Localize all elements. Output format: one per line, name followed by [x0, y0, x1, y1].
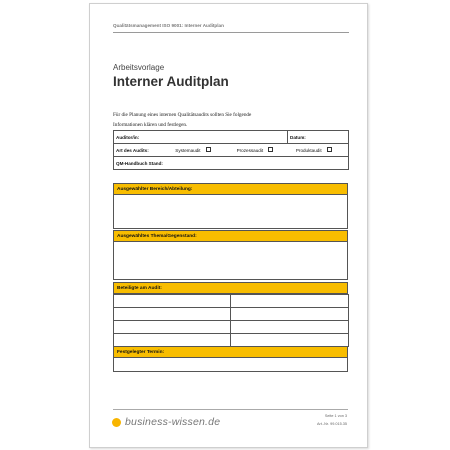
option-prozessaudit[interactable] [237, 147, 295, 153]
article-number: Art.-Nr. 99.015.35 [317, 422, 347, 426]
running-header: Qualitätsmanagement ISO 9001: Interner Auditplan [113, 23, 224, 28]
participants-table [113, 294, 349, 347]
participant-cell[interactable] [231, 334, 349, 347]
participant-cell[interactable] [231, 308, 349, 321]
participant-cell[interactable] [114, 295, 231, 308]
participant-cell[interactable] [114, 334, 231, 347]
page-number: Seite 1 von 3 [324, 414, 347, 418]
participant-cell[interactable] [231, 321, 349, 334]
participant-cell[interactable] [231, 295, 349, 308]
section-topic-field[interactable] [113, 242, 348, 280]
footer-rule [113, 409, 348, 410]
section-date-header: Festgelegter Termin: [113, 346, 348, 358]
handbook-field[interactable]: QM-Handbuch Stand: [114, 157, 349, 170]
section-date-field[interactable] [113, 358, 348, 372]
document-subtitle: Arbeitsvorlage [113, 63, 165, 72]
checkbox-systemaudit[interactable] [206, 147, 211, 152]
header-rule [113, 32, 349, 33]
section-area-header: Ausgewählter Bereich/Abteilung: [113, 183, 348, 195]
document-page [89, 3, 368, 448]
intro-text [113, 110, 303, 130]
document-title: Interner Auditplan [113, 74, 229, 89]
audit-type-row [114, 144, 349, 157]
option-prozessaudit-label: Prozessaudit [236, 147, 264, 153]
section-topic-header: Ausgewähltes Thema/Gegenstand: [113, 230, 348, 242]
option-produktaudit-label: Produktaudit [295, 147, 322, 153]
option-produktaudit[interactable] [296, 147, 332, 153]
section-area-field[interactable] [113, 195, 348, 229]
auditor-field[interactable]: Auditor/in: [114, 131, 288, 144]
logo-dot-icon [112, 418, 121, 427]
audit-type-label: Art des Audits: [116, 147, 149, 153]
audit-info-table [113, 130, 349, 170]
intro-line-1: Für die Planung eines internen Qualitätsaudits sollten Sie folgende [113, 112, 252, 118]
option-systemaudit[interactable] [175, 147, 235, 153]
section-date [113, 346, 348, 372]
option-systemaudit-label: Systemaudit [175, 147, 201, 153]
participant-cell[interactable] [114, 308, 231, 321]
date-field[interactable]: Datum: [288, 131, 349, 144]
section-participants [113, 282, 348, 347]
section-participants-header: Beteiligte am Audit: [113, 282, 348, 294]
checkbox-prozessaudit[interactable] [268, 147, 273, 152]
intro-line-2: Informationen klären und festlegen. [113, 122, 188, 128]
section-area [113, 183, 348, 229]
checkbox-produktaudit[interactable] [327, 147, 332, 152]
participant-cell[interactable] [114, 321, 231, 334]
section-topic [113, 230, 348, 280]
brand-logo: business-wissen.de [125, 416, 221, 428]
